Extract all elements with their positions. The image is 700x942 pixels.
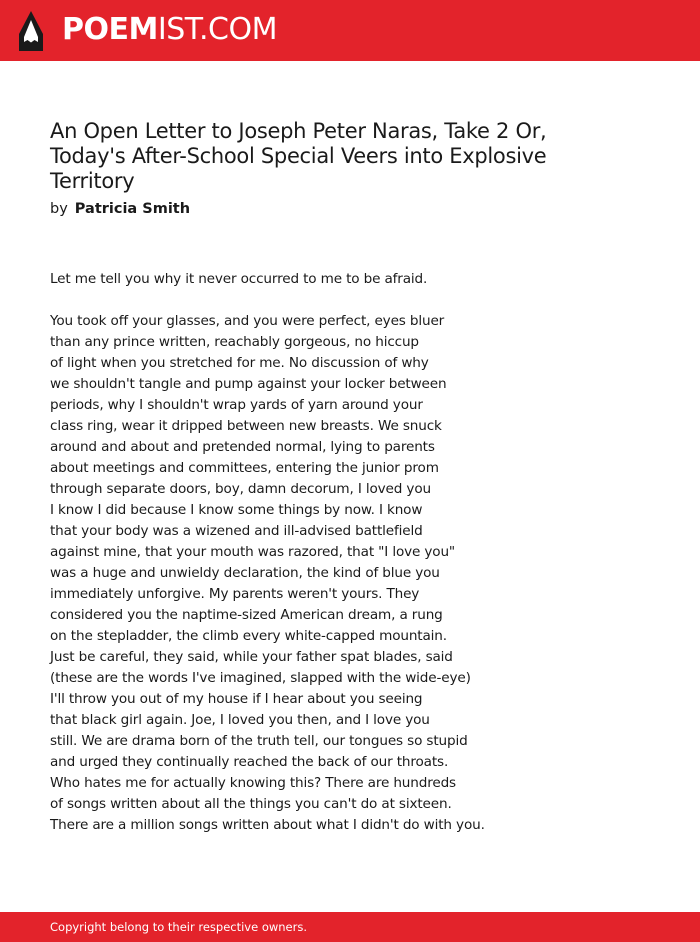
poem-stanza — [50, 311, 670, 836]
poem-line: that black girl again. Joe, I loved you then, and I love you — [50, 712, 430, 728]
copyright-text: Copyright belong to their respective owners. — [50, 920, 308, 934]
poem-line: than any prince written, reachably gorgeous, no hiccup — [50, 334, 419, 350]
poem-line: Let me tell you why it never occurred to me to be afraid. — [50, 271, 428, 287]
poem-line: I know I did because I know some things by now. I know — [50, 502, 423, 518]
poem-line: was a huge and unwieldy declaration, the kind of blue you — [50, 565, 440, 581]
title-line: Territory — [50, 169, 135, 193]
poem-line: that your body was a wizened and ill-advised battlefield — [50, 523, 423, 539]
byline — [50, 199, 190, 219]
poem-line: around and about and pretended normal, lying to parents — [50, 439, 435, 455]
poem-line: considered you the naptime-sized American dream, a rung — [50, 607, 443, 623]
poem-line: I'll throw you out of my house if I hear about you seeing — [50, 691, 423, 707]
poem-line: Just be careful, they said, while your father spat blades, said — [50, 649, 453, 665]
author-name[interactable]: Patricia Smith — [74, 201, 191, 217]
poem-line: on the stepladder, the climb every white-capped mountain. — [50, 628, 447, 644]
poem-line: class ring, wear it dripped between new breasts. We snuck — [50, 418, 442, 434]
poem-stanza — [50, 269, 670, 290]
site-header — [0, 0, 700, 61]
byline-label: by — [50, 201, 68, 217]
poem-line: still. We are drama born of the truth tell, our tongues so stupid — [50, 733, 468, 749]
poem-title — [50, 119, 650, 194]
poem-line: immediately unforgive. My parents weren't yours. They — [50, 586, 420, 602]
poem-line: and urged they continually reached the back of our throats. — [50, 754, 449, 770]
logo-bold-text: POEM — [62, 12, 158, 47]
site-footer — [0, 912, 700, 942]
pencil-tip-icon[interactable] — [18, 10, 44, 52]
poem-body — [50, 269, 670, 857]
poem-line: periods, why I shouldn't wrap yards of yarn around your — [50, 397, 423, 413]
poem-line: Who hates me for actually knowing this? There are hundreds — [50, 775, 456, 791]
poem-line: about meetings and committees, entering the junior prom — [50, 460, 439, 476]
poem-line: (these are the words I've imagined, slapped with the wide-eye) — [50, 670, 471, 686]
poem-line: You took off your glasses, and you were perfect, eyes bluer — [50, 313, 445, 329]
poem-line: we shouldn't tangle and pump against your locker between — [50, 376, 447, 392]
poem-line: There are a million songs written about what I didn't do with you. — [50, 817, 485, 833]
title-line: Today's After-School Special Veers into Explosive — [50, 144, 547, 168]
logo-light-text: IST.COM — [157, 12, 277, 47]
poem-line: of songs written about all the things you can't do at sixteen. — [50, 796, 452, 812]
poem-line: of light when you stretched for me. No discussion of why — [50, 355, 429, 371]
poem-line: through separate doors, boy, damn decorum, I loved you — [50, 481, 431, 497]
site-logo[interactable] — [62, 12, 277, 48]
poem-line: against mine, that your mouth was razored, that "I love you" — [50, 544, 456, 560]
title-line: An Open Letter to Joseph Peter Naras, Take 2 Or, — [50, 119, 547, 143]
